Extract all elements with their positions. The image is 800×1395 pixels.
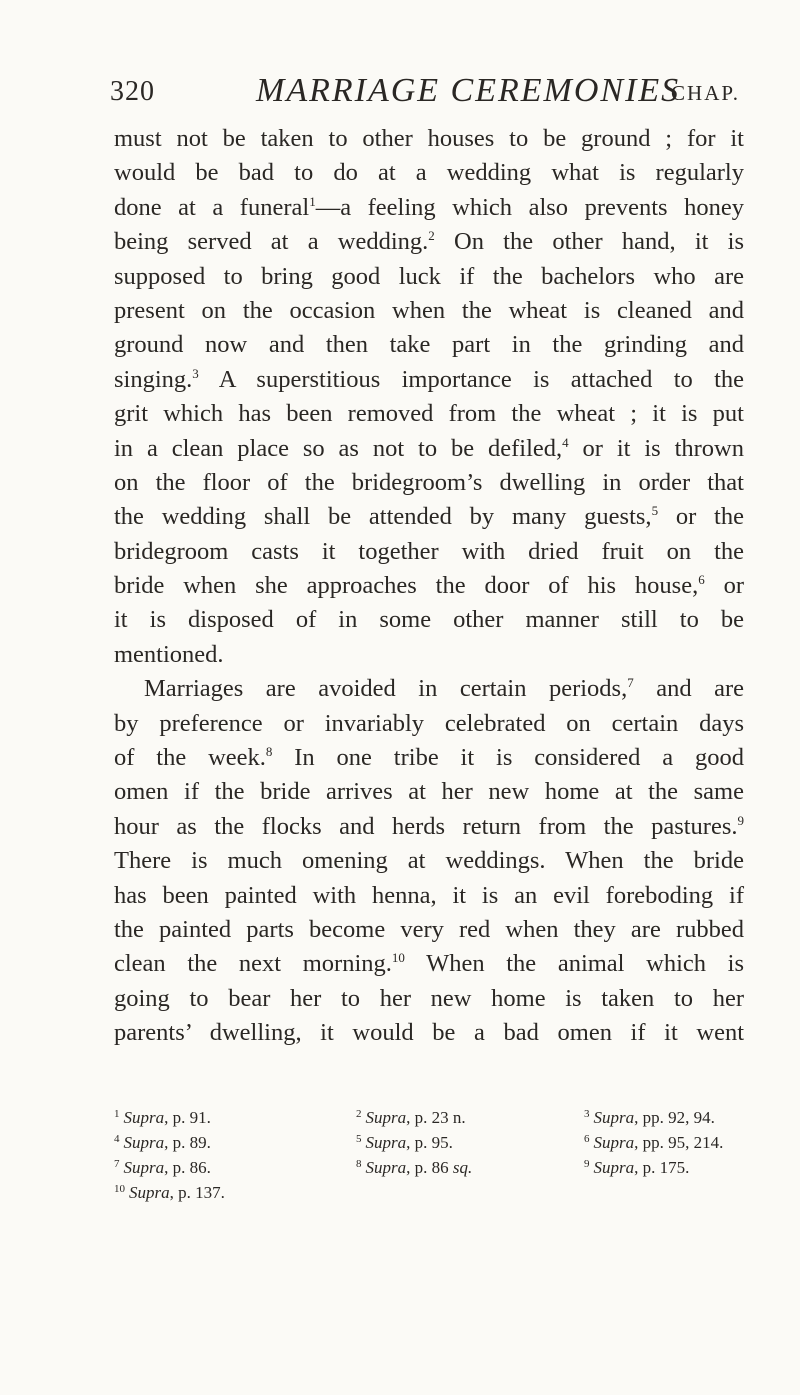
footnote-abbrev: sq. — [452, 1158, 473, 1177]
text-line — [114, 672, 744, 706]
line-text: grit which has been removed from the wheat ; it is put — [114, 400, 744, 428]
line-text: must not be taken to other houses to be ground ; for it — [114, 125, 744, 152]
footnote-marker: 10 — [391, 950, 405, 966]
footnote-reference: , pp. 95, 214. — [634, 1133, 724, 1152]
line-text: or — [704, 572, 744, 600]
line-text: would be bad to do at a wedding what is regularly — [114, 159, 744, 187]
footnote-source: Supra — [593, 1158, 635, 1177]
text-line — [114, 156, 744, 190]
chapter-label: CHAP. — [671, 81, 740, 105]
line-text: parents’ dwelling, it would be a bad omen if it went — [114, 1019, 744, 1047]
line-text: hour as the flocks and herds return from the pastures. — [114, 812, 738, 840]
footnote-number: 7 — [114, 1158, 120, 1170]
footnote — [114, 1152, 211, 1180]
footnote-number: 10 — [114, 1183, 125, 1195]
footnote — [114, 1102, 211, 1130]
text-line — [114, 225, 744, 259]
line-text: or it is thrown — [568, 434, 744, 462]
line-text: the wedding shall be attended by many guests, — [114, 503, 652, 531]
page-number: 320 — [110, 76, 155, 107]
text-line — [114, 741, 744, 775]
text-line — [114, 500, 744, 534]
footnote-number: 4 — [114, 1133, 120, 1145]
footnote — [356, 1102, 466, 1130]
text-line — [114, 844, 744, 878]
line-text: singing. — [114, 365, 193, 393]
line-text: on the floor of the bridegroom’s dwelling in order that — [114, 468, 744, 496]
footnote-marker: 7 — [627, 675, 634, 691]
footnote-marker: 1 — [309, 193, 316, 209]
footnote-row — [114, 1127, 754, 1152]
text-line — [114, 810, 744, 844]
line-text: or the — [658, 503, 744, 531]
text-line — [114, 535, 744, 569]
footnote-number: 5 — [356, 1133, 362, 1145]
footnote — [114, 1177, 225, 1205]
footnote-row — [114, 1152, 754, 1177]
footnote-source: Supra — [593, 1133, 635, 1152]
text-line — [114, 707, 744, 741]
text-line — [114, 638, 744, 672]
footnote-reference: , p. 86. — [164, 1158, 211, 1177]
footnote-number: 1 — [114, 1108, 120, 1120]
line-text: bride when she approaches the door of his house, — [114, 572, 699, 600]
line-text: —a feeling which also prevents honey — [315, 193, 745, 221]
line-text: done at a funeral — [114, 193, 310, 221]
line-text: has been painted with henna, it is an evil foreboding if — [114, 881, 744, 909]
text-line — [114, 947, 744, 981]
text-line — [114, 913, 744, 947]
running-head — [110, 72, 740, 112]
text-line — [114, 1016, 744, 1050]
line-text: it is disposed of in some other manner still to be — [114, 606, 744, 634]
footnote-reference: , p. 91. — [164, 1108, 211, 1127]
line-text: being served at a wedding. — [114, 228, 429, 256]
text-line — [114, 191, 744, 225]
line-text: Marriages are avoided in certain periods, — [144, 675, 628, 703]
line-text: and are — [633, 675, 744, 703]
footnote-source: Supra — [129, 1183, 170, 1202]
text-line — [114, 397, 744, 431]
line-text: omen if the bride arrives at her new home at the same — [114, 778, 744, 806]
line-text: the painted parts become very red when they are rubbed — [114, 915, 744, 943]
text-line — [114, 432, 744, 466]
line-text: ground now and then take part in the grinding and — [114, 331, 744, 359]
line-text: by preference or invariably celebrated on certain days — [114, 709, 744, 737]
footnotes — [114, 1102, 754, 1202]
footnote-source: Supra — [123, 1158, 165, 1177]
footnote-source: Supra — [123, 1108, 165, 1127]
footnote-marker: 9 — [737, 812, 744, 828]
footnote — [114, 1127, 211, 1155]
footnote-number: 9 — [584, 1158, 590, 1170]
footnote-reference: , p. 89. — [164, 1133, 211, 1152]
line-text: going to bear her to her new home is taken to her — [114, 984, 744, 1012]
text-line — [114, 294, 744, 328]
footnote — [584, 1127, 723, 1155]
text-line — [114, 775, 744, 809]
footnote-number: 6 — [584, 1133, 590, 1145]
footnote-source: Supra — [365, 1108, 407, 1127]
footnote-marker: 8 — [265, 744, 273, 760]
text-line — [114, 328, 744, 362]
footnote-reference: , p. 23 n. — [406, 1108, 466, 1127]
footnote-reference: , p. 86 — [406, 1158, 453, 1177]
footnote-source: Supra — [365, 1158, 407, 1177]
line-text: A superstitious importance is attached to the — [198, 365, 744, 393]
footnote-number: 3 — [584, 1108, 590, 1120]
footnote-reference: , pp. 92, 94. — [634, 1108, 715, 1127]
text-line — [114, 260, 744, 294]
footnote-marker: 5 — [651, 503, 659, 519]
footnote — [356, 1127, 453, 1155]
footnote-reference: , p. 95. — [406, 1133, 453, 1152]
text-line — [114, 122, 744, 156]
line-text: mentioned. — [114, 640, 224, 668]
line-text: supposed to bring good luck if the bachelors who are — [114, 262, 744, 290]
line-text: On the other hand, it is — [434, 228, 744, 256]
footnote-source: Supra — [123, 1133, 165, 1152]
text-line — [114, 363, 744, 397]
line-text: There is much omening at weddings. When the bride — [114, 847, 744, 875]
footnote-source: Supra — [593, 1108, 635, 1127]
line-text: When the animal which is — [404, 950, 744, 978]
running-title: MARRIAGE CEREMONIES — [256, 72, 681, 109]
line-text: present on the occasion when the wheat is cleaned and — [114, 296, 744, 324]
footnote — [356, 1152, 472, 1180]
footnote-marker: 2 — [428, 228, 435, 244]
text-line — [114, 569, 744, 603]
footnote-source: Supra — [365, 1133, 407, 1152]
line-text: bridegroom casts it together with dried fruit on the — [114, 537, 744, 565]
footnote-reference: , p. 137. — [169, 1183, 225, 1202]
footnote-marker: 4 — [562, 434, 569, 450]
footnote-number: 2 — [356, 1108, 362, 1120]
body-text — [114, 122, 744, 1051]
text-line — [114, 466, 744, 500]
footnote-number: 8 — [356, 1158, 362, 1170]
footnote — [584, 1102, 715, 1130]
footnote-marker: 6 — [698, 572, 705, 588]
text-line — [114, 879, 744, 913]
line-text: in a clean place so as not to be defiled, — [114, 434, 563, 462]
footnote-row — [114, 1102, 754, 1127]
line-text: clean the next morning. — [114, 950, 392, 978]
footnote-reference: , p. 175. — [634, 1158, 690, 1177]
footnote-row — [114, 1177, 754, 1202]
line-text: In one tribe it is considered a good — [272, 744, 744, 772]
line-text: of the week. — [114, 744, 266, 772]
text-line — [114, 603, 744, 637]
footnote-marker: 3 — [192, 365, 199, 381]
text-line — [114, 982, 744, 1016]
footnote — [584, 1152, 689, 1180]
